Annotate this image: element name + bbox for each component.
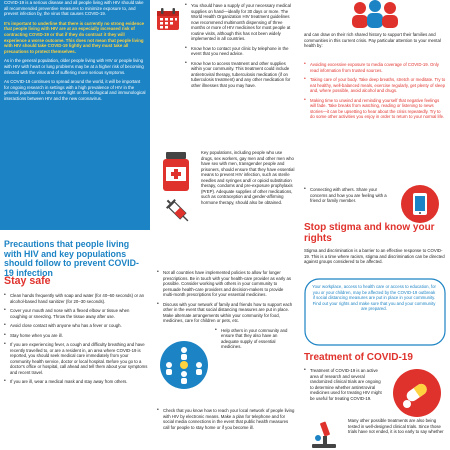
right-column [300, 0, 450, 450]
treatment-list [304, 368, 384, 405]
list-item: • Avoid close contact with anyone who has a fever or cough. [4, 323, 148, 329]
list-item: • Clean hands frequently with soap and water (for 40–60 seconds) or an alcohol-based hand sanitizer (for 20–30 seconds). [4, 293, 148, 304]
list-item: • You should have a supply of your necessary medical supplies on hand—ideally for 30 days or more. The World Health Organization HIV treatment guidelines now recommend multimonth dispensing of three months or more of HIV medicines for most people at routine visits, although this has not been widely implemented in all countries. [185, 3, 295, 42]
list-item: • Avoiding excessive exposure to media coverage of COVID-19. Only read information from trusted sources. [304, 62, 446, 73]
pills-icon [392, 368, 442, 418]
list-item: • Cover your mouth and nose with a flexed elbow or tissue when coughing or sneezing. Throw the tissue away after use. [4, 308, 148, 319]
community-network-icon [159, 340, 209, 390]
list-item: • Know how to contact your clinic by telephone in the event that you need advice. [185, 46, 295, 57]
treatment-title: Treatment of COVID-19 [304, 352, 413, 363]
syringe-icon [163, 196, 193, 226]
list-item: Your workplace, access to health care or access to education, for you or your children, may be affected by the COVID-19 outbreak if social distancing measures are put in place in your community. Find out your rights and make sure that you and your community are prepared. [312, 284, 436, 311]
rights-list [312, 284, 436, 316]
stigma-title: Stop stigma and know your rights [304, 222, 435, 244]
list-item: • Know how to access treatment and other supplies within your community. This treatment could include antiretroviral therapy, tuberculosis medication (if on tuberculosis treatment) and any other medication for other illnesses that you may have. [185, 61, 295, 89]
supplies-list [185, 3, 295, 92]
intro-paragraph: COVID-19 is a serious disease and all people living with HIV should take all recommended preventive measures to minimize exposure to, and prevent infection by, the virus that causes COVID-19. [4, 0, 144, 17]
panel-divider [0, 230, 150, 234]
list-item: • If you are experiencing fever, a cough and difficulty breathing and have recently travelled to, or are a resident in, an area where COVID-19 is reported, you should seek medical care immediately from your community health service, doctor or local hospital. Before you go to a doctor's office or hospital, call ahead and tell them about your symptoms and recent travel. [4, 342, 148, 375]
list-item: • If you are ill, wear a medical mask and stay away from others. [4, 379, 148, 385]
phone-chat-icon [400, 184, 440, 224]
list-item: • Connecting with others. Share your concerns and how you are feeling with a friend or family member. [304, 187, 394, 204]
left-column [0, 0, 150, 450]
stigma-text: Stigma and discrimination is a barrier to an effective response to COVID-19. This is a time where racism, stigma and discrimination can be directed against groups considered to be affected. [304, 248, 445, 264]
network-list [157, 408, 295, 434]
intro-paragraph: As in the general population, older people living with HIV or people living with HIV with heart or lung problems may be at a higher risk of becoming infected with the virus and of suffering more serious symptoms. [4, 58, 144, 75]
mental-health-list [304, 62, 446, 124]
list-item: • Discuss with your network of family and friends how to support each other in the event that social distancing measures are put in place. Make alternate arrangements within your community for food, medicines, care for children or pets, etc. [157, 302, 295, 324]
key-populations-text: Key populations, including people who use drugs, sex workers, gay men and other men who have sex with men, transgender people and prisoners, should ensure that they have essential means to prevent HIV infection, such as sterile needles and syringes and/ or opioid substitution therapy, condoms and pre-exposure prophylaxis (PrEP). Adequate supplies of other medications, such as contraception and gender-affirming hormone therapy, should also be obtained. [201, 150, 295, 205]
mental-health-intro: and can draw on their rich shared history to support their families and communities in this current crisis. Pay particular attention to your mental health by: [304, 32, 441, 48]
list-item: • Not all countries have implemented policies to allow for longer prescriptions. Be in touch with your health-care provider as early as possible. Consider working with others in your community to persuade health-care providers and decision-makers to provide multi-month prescriptions for your essential medicines. [157, 270, 295, 298]
microscope-icon [304, 420, 344, 450]
intro-paragraph-highlight: It's important to underline that there is currently no strong evidence that people living with HIV are at an especially increased risk of contracting COVID-19 or that if they do contract it they will experience a worse outcome. This does not mean that people living with HIV should take COVID-19 lightly and they must take all precautions to protect themselves. [4, 20, 145, 54]
list-item: • Making time to unwind and reminding yourself that negative feelings will fade. Take breaks from watching, reading or listening to news stories—it can be upsetting to hear about the crisis repeatedly. Try to do some other activities you enjoy in order to return to your normal life. [304, 98, 446, 120]
list-item: • Taking care of your body. Take deep breaths, stretch or meditate. Try to eat healthy, well-balanced meals, exercise regularly, get plenty of sleep and, where possible, avoid alcohol and drugs. [304, 77, 446, 94]
middle-column [153, 0, 298, 450]
calendar-icon [155, 6, 181, 32]
stay-safe-title: Stay safe [4, 275, 51, 287]
stay-safe-list [4, 293, 148, 389]
precautions-title: Precautions that people living with HIV and key populations should follow to prevent COVID-19 infection [4, 239, 139, 278]
people-group-icon [340, 0, 410, 28]
treatment-trials-text: Many other possible treatments are also being tested in well-designed clinical trials. Since those trials have not ended, it is too early to say whether [348, 418, 444, 434]
list-item: • Check that you know how to reach your local network of people living with HIV by electronic means. Make a plan for telephone and for social media connections in the event that public health measures call for people to stay home or if you become ill. [157, 408, 295, 430]
list-item: • Stay home when you are ill. [4, 333, 148, 339]
list-item: • Help others in your community and ensure that they also have an adequate supply of essential medicines. [215, 328, 295, 350]
medicine-bottle-icon [159, 150, 193, 194]
list-item: • Treatment of COVID-19 is an active area of research and several randomized clinical trials are ongoing to determine whether antiretroviral medicines used for treating HIV might be useful for treating COVID-19. [304, 368, 384, 401]
intro-panel [0, 0, 150, 232]
connect-list [304, 187, 394, 208]
intro-paragraph: As COVID-19 continues to spread around the world, it will be important for ongoing research in settings with a high prevalence of HIV in the general population to shed more light on the biological and immunological interactions between HIV and the new coronavirus. [4, 79, 146, 101]
